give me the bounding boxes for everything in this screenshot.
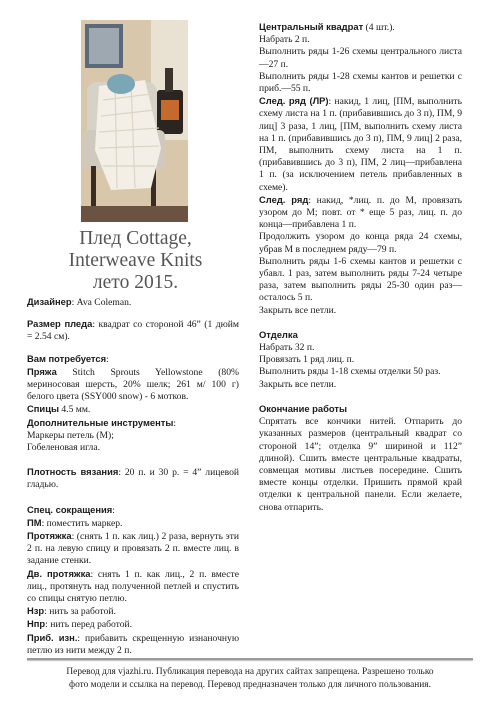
trim-step-3: Выполнить ряды 1-18 схемы отделки 50 раз. — [259, 366, 441, 378]
center-step-2: Выполнить ряды 1-26 схемы центрального листа—27 п. — [259, 46, 462, 70]
needles-label: Спицы — [27, 403, 59, 415]
yarn-value: Stitch Sprouts Yellowstone (80% мериносовая шерсть, 20% шелк; 261 м/ 100 г) белого цвета (SSY000 snow) - 6 мотков. — [27, 366, 239, 403]
left-column — [27, 296, 239, 657]
abbr-npr-label: Нпр — [27, 618, 46, 630]
tools-colon: : — [173, 417, 177, 429]
trim-step-1: Набрать 32 п. — [259, 342, 315, 354]
center-square-heading — [259, 21, 462, 34]
trim-step-2: Провязать 1 ряд лиц. п. — [259, 354, 355, 366]
needles-value: 4.5 мм. — [58, 404, 91, 416]
footer-line-2: фото модели и ссылка на перевод. Перевод предназначен только для личного пользования. — [69, 680, 431, 690]
yarn-label: Пряжа — [27, 365, 57, 377]
footer-note — [20, 666, 480, 692]
next-row-rs — [259, 95, 462, 194]
tools-item-2: Гобеленовая игла. — [27, 442, 100, 454]
next-row-value: : накид, *лиц. п. до М, провязать узором до М; повт. от * еще 5 раз, лиц. п. до конца—прибавлена 1 п. — [259, 194, 462, 231]
next-row-rs-label: След. ряд (ЛР) — [259, 95, 329, 107]
abbr-protyazhka-value: : (снять 1 п. как лиц.) 2 раза, вернуть эти 2 п. на левую спицу и провязать 2 п. вместе лиц. в задание стенки. — [27, 531, 239, 567]
abbr-npr — [27, 618, 239, 631]
size-value: : квадрат со стороной 46” (1 дюйм = 2.54 см). — [27, 319, 239, 343]
abbreviations-label: Спец. сокращения — [27, 503, 113, 515]
abbr-protyazhka-label: Протяжка — [27, 530, 72, 542]
abbr-pm-value: : поместить маркер. — [41, 517, 123, 529]
finishing-label: Окончание работы — [259, 402, 347, 414]
next-row-rs-value: : накид, 1 лиц, [ПМ, выполнить схему листа на 1 п. (прибавившись до 3 п), ПМ, 9 лиц] 3 раза, 1 лиц, [ПМ, выполнить схему листа на 1 п. (прибавившись до 3 п), ПМ, 9 лиц] 2 раза, ПМ, выполнить схему листа на 1 п. (прибавившись до 3 п), ПМ, 2 лиц—прибавлена 1 п. (за исключением петель прибавленных в схеме). — [259, 96, 462, 193]
materials-label: Вам потребуется — [27, 352, 107, 364]
tools-label: Дополнительные инструменты — [27, 416, 174, 428]
abbr-dv-protyazhka-value: : снять 1 п. как лиц., 2 п. вместе лиц., протянуть над полученной петлей и спустить со спицы снятую петлю. — [27, 568, 239, 605]
abbr-prib-izn-label: Приб. изн. — [27, 631, 78, 643]
abbr-nzr — [27, 605, 239, 618]
next-row-label: След. ряд — [259, 193, 309, 205]
trim-label: Отделка — [259, 328, 298, 340]
center-step-5: Выполнить ряды 1-6 схемы кантов и решетки с убавл. 1 раз, затем выполнить ряды 7-24 четыре раза, затем выполнить ряды 25-30 один раз—осталось 5 п. — [259, 255, 462, 304]
needles — [27, 403, 239, 416]
designer — [27, 296, 239, 309]
center-square-count: (4 шт.). — [363, 22, 395, 33]
trim-heading — [259, 329, 462, 342]
abbreviations-colon: : — [112, 504, 115, 516]
pattern-title — [38, 228, 233, 294]
abbr-nzr-label: Нзр — [27, 605, 45, 617]
center-step-3: Выполнить ряды 1-28 схемы кантов и решетки с приб.—55 п. — [259, 70, 462, 95]
title-line-1: Плед Cottage, — [79, 228, 192, 249]
trim-step-4: Закрыть все петли. — [259, 378, 337, 390]
blanket-photo — [81, 20, 188, 222]
designer-label: Дизайнер — [27, 296, 72, 307]
yarn — [27, 366, 239, 404]
blanket-size — [27, 318, 239, 343]
abbreviations-heading — [27, 504, 239, 517]
abbr-prib-izn — [27, 632, 239, 657]
tools-item-1: Маркеры петель (М); — [27, 429, 114, 441]
finishing-heading — [259, 403, 462, 416]
right-column — [259, 21, 462, 514]
tools-heading — [27, 417, 239, 430]
materials-heading — [27, 353, 239, 366]
abbr-pm-label: ПМ — [27, 516, 42, 528]
center-step-4: Продолжить узором до конца ряда 24 схемы, убрав М в последнем ряду—79 п. — [259, 231, 462, 255]
abbr-pm — [27, 517, 239, 530]
footer-line-1: Перевод для vjazhi.ru. Публикация перевода на других сайтах запрещена. Разрешено только — [66, 667, 434, 677]
materials-colon: : — [106, 353, 109, 365]
finishing-text: Спрятать все кончики нитей. Отпарить до указанных размеров (центральный квадрат со стороной 14”; отделка 9” шириной и 112” длиной). Сшить вместе центральные квадраты, совмещая мотивы листьев посередине. Сшить вместе концы отделки. Пришить прямой край отделки к центральной панели. Если желаете, снова отпарить. — [259, 416, 462, 513]
abbr-dv-protyazhka — [27, 568, 239, 606]
abbr-nzr-value: : нить за работой. — [44, 606, 116, 618]
gauge — [27, 466, 239, 491]
title-line-3: лето 2015. — [92, 272, 179, 293]
next-row — [259, 194, 462, 232]
center-square-label: Центральный квадрат — [259, 21, 364, 32]
gauge-label: Плотность вязания — [27, 466, 119, 478]
size-label: Размер пледа — [27, 318, 93, 330]
abbr-npr-value: : нить перед работой. — [45, 619, 133, 631]
footer-divider — [27, 658, 473, 660]
abbr-prib-izn-value: : прибавить скрещенную изнаночную петлю из нити между 2 п. — [27, 632, 239, 656]
title-line-2: Interweave Knits — [68, 250, 203, 271]
gauge-value: : 20 п. и 30 р. = 4” лицевой гладью. — [27, 467, 240, 491]
designer-value: : Ava Coleman. — [71, 297, 132, 308]
abbr-dv-protyazhka-label: Дв. протяжка — [27, 567, 91, 579]
center-step-1: Набрать 2 п. — [259, 34, 310, 46]
abbr-protyazhka — [27, 530, 239, 568]
center-step-6: Закрыть все петли. — [259, 304, 337, 316]
